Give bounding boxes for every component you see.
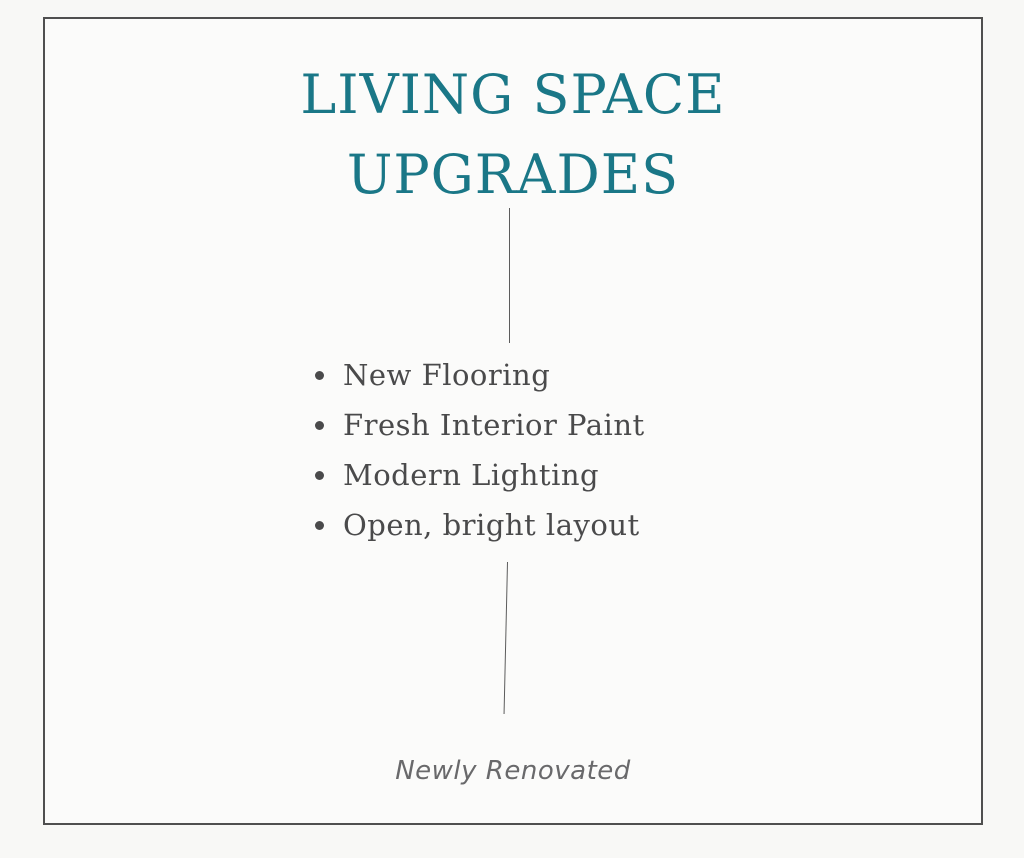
title-line-2: UPGRADES	[346, 143, 680, 206]
list-item-label: Open, bright layout	[343, 508, 640, 542]
list-item	[315, 450, 645, 500]
title-line-1: LIVING SPACE	[300, 63, 726, 126]
list-item	[315, 400, 645, 450]
bullet-icon	[315, 521, 324, 530]
list-item-label: New Flooring	[343, 358, 551, 392]
list-item-label: Fresh Interior Paint	[343, 408, 645, 442]
main-title	[45, 55, 981, 215]
content-card	[43, 17, 983, 825]
list-item-label: Modern Lighting	[343, 458, 600, 492]
bottom-divider-line	[504, 562, 508, 714]
bullet-icon	[315, 471, 324, 480]
bullet-icon	[315, 421, 324, 430]
list-item	[315, 500, 645, 550]
list-item	[315, 350, 645, 400]
features-list	[315, 350, 645, 550]
bullet-icon	[315, 371, 324, 380]
top-divider-line	[509, 208, 510, 343]
footer-tagline: Newly Renovated	[395, 756, 631, 786]
